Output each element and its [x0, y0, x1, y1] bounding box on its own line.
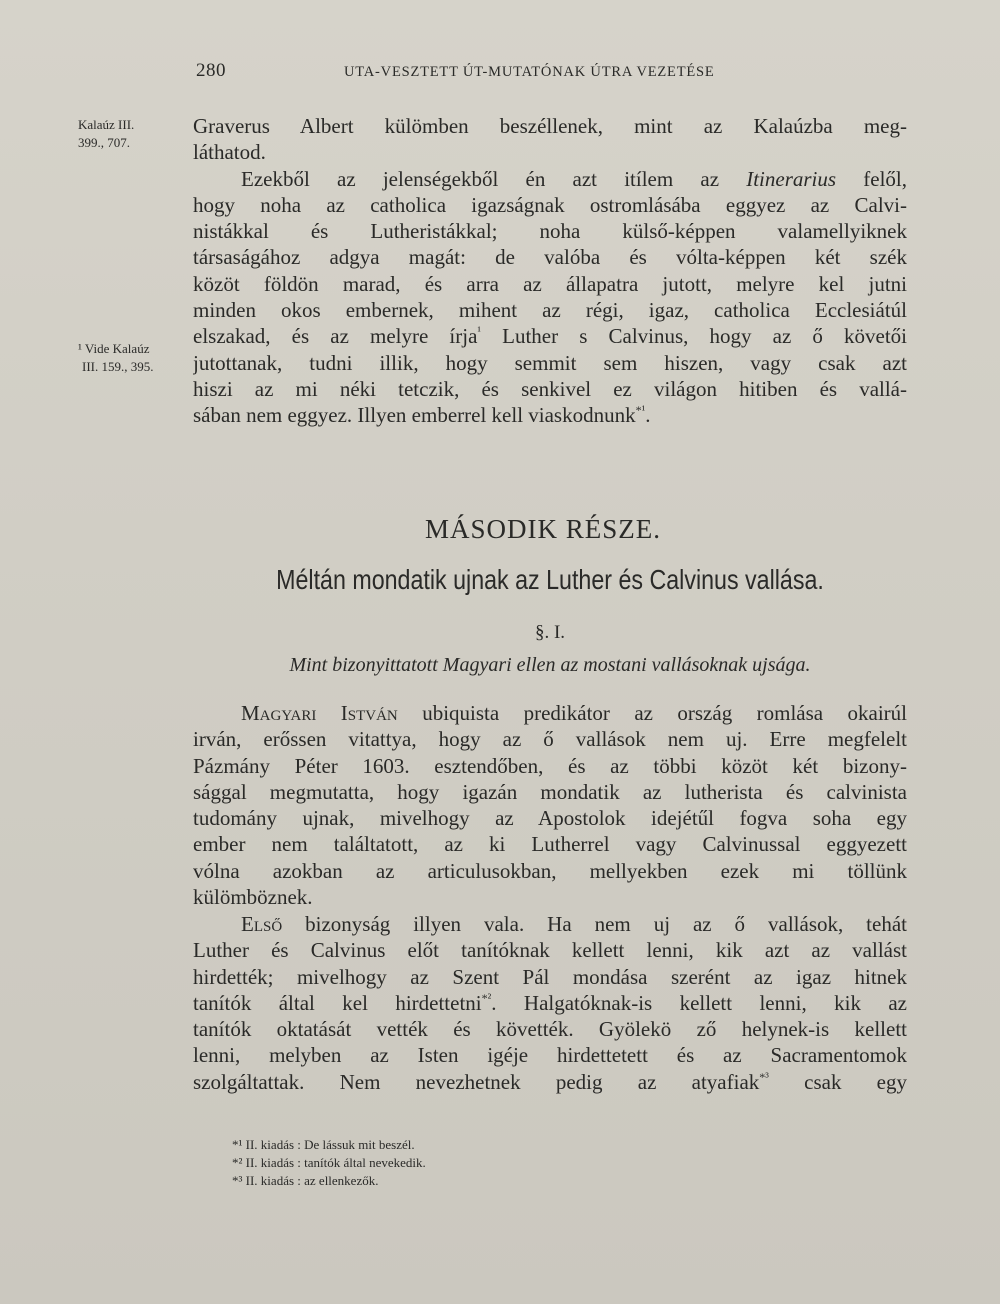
margin-note-line: III. 159., 395.	[82, 359, 154, 374]
text-line: szolgáltattak. Nem nevezhetnek pedig az atyafiak$^{*^3}$ csak egy	[193, 1069, 907, 1094]
text-line: vólna azokban az articulusokban, mellyekben ezek mi töllünk	[193, 858, 907, 883]
text-line: hogy noha az catholica igazságnak ostromlásába eggyez az Calvi-	[193, 192, 907, 217]
text-line: Luther és Calvinus előt tanítóknak kellett lenni, kik azt az vallást	[193, 938, 907, 963]
margin-note-vide	[78, 340, 190, 376]
footnote-ref: *¹	[635, 403, 646, 418]
page-number: 280	[196, 60, 226, 81]
paragraph-number: §. I.	[534, 622, 566, 643]
text-line: jutottanak, tudni illik, hogy semmit sem hiszen, vagy csak azt	[193, 350, 907, 375]
text-line: tanítók által kel hirdettetni$^{*^2}$. Halgatóknak-is kellett lenni, kik az	[193, 990, 907, 1015]
footnote: *³ II. kiadás : az ellenkezők.	[232, 1173, 379, 1188]
text-line: társaságához adgya magát: de valóba és vólta-képpen két szék	[193, 245, 907, 270]
text-line: tudomány ujnak, mivelhogy az Apostolok idejétűl fogva soha egy	[193, 806, 907, 831]
text-line: Első bizonyság illyen vala. Ha nem uj az ő vallások, tehát	[241, 912, 907, 936]
running-title: UTA-VESZTETT ÚT-MUTATÓNAK ÚTRA VEZETÉSE	[344, 64, 715, 80]
footnotes	[232, 1136, 732, 1190]
text-line: Ezekből az jelenségekből én azt itílem az Itinerarius felől,	[241, 166, 907, 191]
text-line: sággal megmutatta, hogy igazán mondatik az lutherista és calvinista	[193, 779, 907, 804]
footnote-ref: *²	[481, 990, 492, 1005]
text-line: elszakad, és az melyre írja$^{^1}$ Luther s Calvinus, hogy az ő követői	[193, 324, 907, 349]
footnote-ref: ¹	[477, 324, 482, 339]
paragraph-magyari	[193, 700, 907, 910]
text-line: hiszi az mi néki tetczik, és senkivel ez világon hitiben és vallá-	[193, 376, 907, 401]
text-line: irván, erőssen vitattya, hogy az ő vallások nem uj. Erre megfelelt	[193, 727, 907, 752]
text-line: tanítók oktatását vették és követték. Gyölekö ző helynek-is kellett	[193, 1017, 907, 1042]
text-line: sában nem eggyez. Illyen emberrel kell viaskodnunk$^{*^1}$.	[193, 403, 651, 428]
running-head	[196, 60, 908, 90]
section-title: MÁSODIK RÉSZE.	[424, 514, 661, 544]
footnote: *¹ II. kiadás : De lássuk mit beszél.	[232, 1137, 415, 1152]
text-line: minden okos embernek, mihent az régi, igaz, catholica Ecclesiátúl	[193, 298, 907, 323]
footnote-ref: *³	[759, 1069, 769, 1084]
text-line: Pázmány Péter 1603. esztendőben, és az többi közöt két bizony-	[193, 753, 907, 778]
text-line: hirdették; mivelhogy az Szent Pál mondása szerént az igaz hitnek	[193, 964, 907, 989]
text-line: Graverus Albert külömben beszéllenek, mint az Kalaúzba meg-	[193, 114, 907, 138]
paragraph-elso	[193, 911, 907, 1095]
text-line: ember nem találtatott, az ki Lutherrel vagy Calvinussal eggyezett	[193, 832, 907, 857]
text-line: külömböznek.	[193, 885, 313, 910]
chapter-heading: Méltán mondatik ujnak az Luther és Calvinus vallása.	[276, 564, 824, 595]
section-subtitle: Mint bizonyittatott Magyari ellen az mostani vallásoknak ujsága.	[289, 654, 811, 676]
text-line: Magyari István ubiquista predikátor az ország romlása okairúl	[241, 701, 907, 725]
intro-paragraph	[193, 113, 907, 429]
text-line: láthatod.	[193, 140, 266, 165]
italic-term: Itinerarius	[746, 166, 837, 191]
text-line: nistákkal és Lutheristákkal; noha külső-képpen valamellyiknek	[193, 219, 907, 244]
margin-note-line: Kalaúz III.	[78, 117, 135, 132]
margin-note-line: 399., 707.	[78, 135, 130, 150]
small-caps-name: Magyari István	[241, 701, 398, 725]
small-caps-word: Első	[241, 912, 283, 936]
text-line: közöt földön marad, és arra az állapatra jutott, melyre kel jutni	[193, 271, 907, 296]
text-line: lenni, melyben az Isten igéje hirdettetett és az Sacramentomok	[193, 1043, 907, 1068]
margin-note-line: ¹ Vide Kalaúz	[78, 341, 150, 356]
margin-note-kalauz	[78, 116, 190, 152]
footnote: *² II. kiadás : tanítók által nevekedik.	[232, 1155, 426, 1170]
